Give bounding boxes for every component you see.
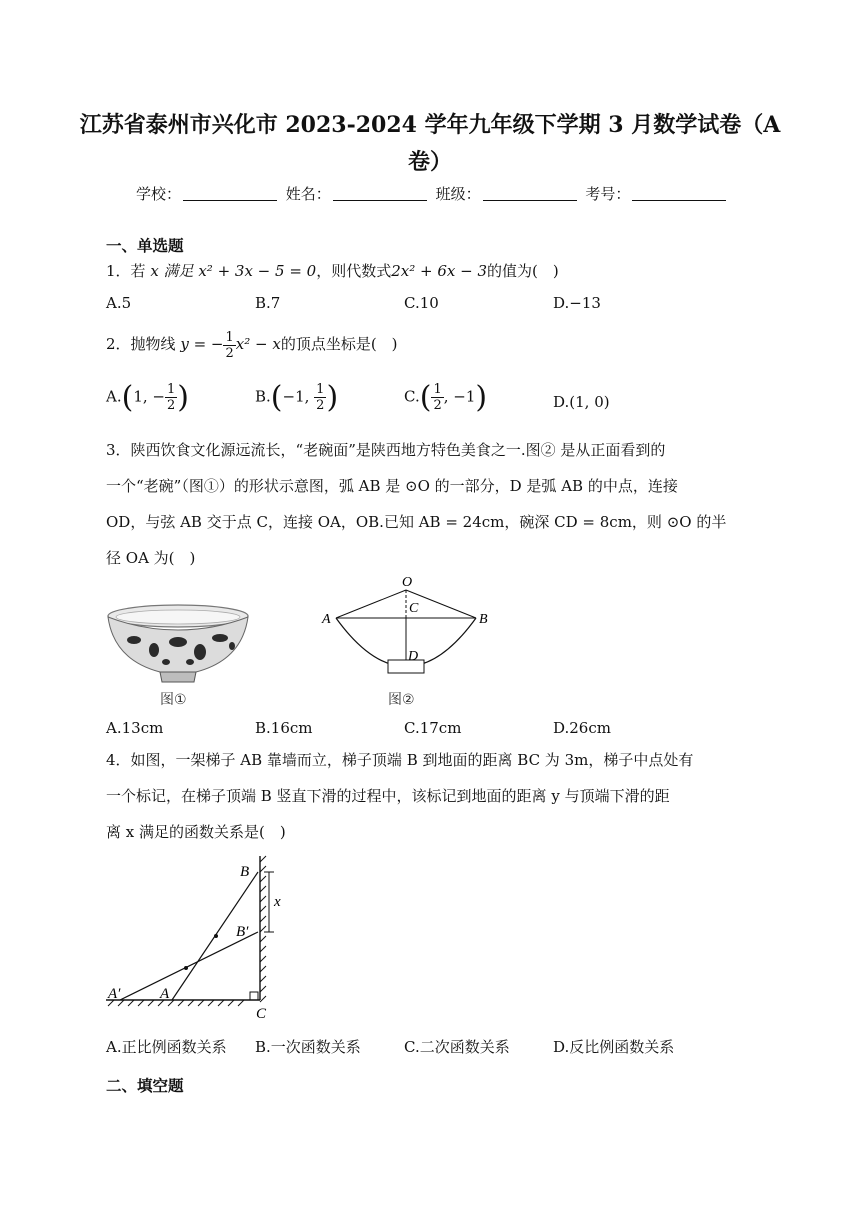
q2-option-d[interactable] bbox=[553, 393, 610, 411]
q3-line-3: OD，与弦 AB 交于点 C，连接 OA，OB.已知 AB = 24cm，碗深 CD = 8cm，则 ⊙O 的半 bbox=[106, 513, 727, 531]
ground-hatching bbox=[108, 1000, 244, 1006]
label-B: B bbox=[479, 612, 488, 627]
q1-condition: x 满足 x² + 3x − 5 = 0 bbox=[150, 262, 317, 280]
q4-line-1: 4．如图，一架梯子 AB 靠墙而立，梯子顶端 B 到地面的距离 BC 为 3m，梯子中点处有 bbox=[106, 751, 694, 769]
label-A-prime: A′ bbox=[108, 986, 121, 1002]
q2-option-a-num: 1 bbox=[166, 382, 176, 397]
page-title-line2: 卷） bbox=[407, 149, 452, 175]
school-blank[interactable] bbox=[183, 184, 277, 201]
q2-expr-rhs: x² − x bbox=[235, 335, 281, 353]
label-C: C bbox=[409, 601, 419, 616]
q2-option-a-value: 1, − bbox=[133, 387, 165, 406]
label-B-prime: B′ bbox=[236, 924, 249, 940]
right-angle-mark bbox=[250, 992, 258, 1000]
label-O: O bbox=[402, 575, 413, 590]
q1-mid: ，则代数式 bbox=[316, 262, 392, 280]
q2-option-c[interactable]: C.( $\frac{1}{2}$ , −1) bbox=[404, 380, 488, 415]
question-2 bbox=[106, 326, 756, 362]
q3-option-b[interactable]: B.16cm bbox=[255, 719, 313, 737]
wall-hatching bbox=[260, 856, 266, 1002]
figure-2-caption: 图② bbox=[388, 692, 415, 708]
figure-1-caption: 图① bbox=[160, 692, 187, 708]
label-C: C bbox=[256, 1006, 267, 1022]
q2-prefix: 2．抛物线 bbox=[106, 335, 176, 353]
q2-frac-denominator: 2 bbox=[225, 345, 234, 361]
question-3 bbox=[106, 432, 756, 576]
label-x: x bbox=[274, 894, 281, 910]
q2-option-b-den: 2 bbox=[316, 398, 325, 413]
q2-option-a-label: A. bbox=[106, 387, 122, 406]
ladder-AB-midpoint bbox=[214, 934, 218, 938]
q4-option-c[interactable]: C.二次函数关系 bbox=[404, 1038, 510, 1056]
q1-prefix: 1．若 bbox=[106, 262, 146, 280]
q2-option-a-fraction bbox=[165, 382, 177, 413]
q2-fraction bbox=[223, 330, 235, 361]
q2-option-a[interactable]: A.(1, − $\frac{1}{2}$ ) bbox=[106, 380, 189, 415]
q2-option-b-label: B. bbox=[255, 387, 271, 406]
q2-option-a-den: 2 bbox=[166, 398, 176, 413]
q2-option-b-num: 1 bbox=[316, 382, 325, 397]
q2-option-b-value: −1, bbox=[282, 387, 315, 406]
q1-option-c[interactable]: C.10 bbox=[404, 294, 439, 312]
q4-line-2: 一个标记，在梯子顶端 B 竖直下滑的过程中，该标记到地面的距离 y 与顶端下滑的距 bbox=[106, 787, 670, 805]
class-blank[interactable] bbox=[483, 184, 577, 201]
q2-option-b-fraction bbox=[314, 382, 326, 413]
label-D: D bbox=[408, 649, 419, 664]
question-4 bbox=[106, 742, 756, 850]
q2-option-c-value: , −1 bbox=[443, 387, 476, 406]
q2-option-c-num: 1 bbox=[433, 382, 442, 397]
segment-OA bbox=[336, 590, 406, 618]
bowl-base bbox=[388, 660, 424, 673]
ladder-diagram-figure bbox=[100, 850, 290, 1022]
q3-option-c[interactable]: C.17cm bbox=[404, 719, 462, 737]
question-1 bbox=[106, 253, 756, 289]
q4-option-d[interactable]: D.反比例函数关系 bbox=[553, 1038, 675, 1056]
q2-option-d-value: (1, 0) bbox=[569, 393, 610, 411]
name-blank[interactable] bbox=[333, 184, 427, 201]
label-A: A bbox=[160, 986, 170, 1002]
q3-line-4: 径 OA 为( ) bbox=[106, 549, 196, 567]
name-label: 姓名： bbox=[285, 185, 331, 203]
q2-option-b[interactable]: B.(−1, $\frac{1}{2}$ ) bbox=[255, 380, 339, 415]
number-label: 考号： bbox=[585, 185, 631, 203]
q1-expression: 2x² + 6x − 3 bbox=[391, 262, 487, 280]
label-A: A bbox=[322, 612, 331, 627]
q2-option-c-fraction bbox=[431, 382, 443, 413]
bowl-inside bbox=[116, 610, 240, 624]
q1-option-a[interactable]: A.5 bbox=[106, 294, 132, 312]
school-label: 学校： bbox=[136, 185, 182, 203]
class-label: 班级： bbox=[435, 185, 481, 203]
section-heading-fill-in: 二、填空题 bbox=[106, 1077, 184, 1095]
student-info-row bbox=[136, 183, 730, 204]
q2-expr-lhs: y = − bbox=[180, 335, 224, 353]
q4-line-3: 离 x 满足的函数关系是( ) bbox=[106, 823, 286, 841]
ladder-A2B2 bbox=[120, 932, 258, 1000]
q3-line-1: 3．陕西饮食文化源远流长，“老碗面”是陕西地方特色美食之一.图② 是从正面看到的 bbox=[106, 441, 666, 459]
ladder-A2B2-midpoint bbox=[184, 966, 188, 970]
q3-line-2: 一个“老碗”（图①）的形状示意图，弧 AB 是 ⊙O 的一部分，D 是弧 AB 的中点，连接 bbox=[106, 477, 678, 495]
page-title: 江苏省泰州市兴化市 2023-2024 学年九年级下学期 3 月数学试卷（A bbox=[79, 112, 781, 138]
q2-option-c-den: 2 bbox=[433, 398, 442, 413]
bowl-diagram-figure bbox=[318, 570, 494, 682]
bowl-foot bbox=[160, 672, 196, 682]
q1-suffix: 的值为( ) bbox=[487, 262, 559, 280]
q1-option-b[interactable]: B.7 bbox=[255, 294, 281, 312]
label-B: B bbox=[240, 864, 250, 880]
q4-option-a[interactable]: A.正比例函数关系 bbox=[106, 1038, 227, 1056]
section-heading-single-choice: 一、单选题 bbox=[106, 237, 184, 255]
q2-frac-numerator: 1 bbox=[225, 329, 234, 345]
q2-option-d-label: D. bbox=[553, 393, 570, 411]
q1-option-d[interactable]: D.−13 bbox=[553, 294, 601, 312]
bowl-photo-figure bbox=[104, 600, 252, 690]
q2-suffix: 的顶点坐标是( ) bbox=[280, 335, 398, 353]
q3-option-a[interactable]: A.13cm bbox=[106, 719, 164, 737]
q4-option-b[interactable]: B.一次函数关系 bbox=[255, 1038, 361, 1056]
number-blank[interactable] bbox=[632, 184, 726, 201]
q3-option-d[interactable]: D.26cm bbox=[553, 719, 611, 737]
q2-option-c-label: C. bbox=[404, 387, 420, 406]
